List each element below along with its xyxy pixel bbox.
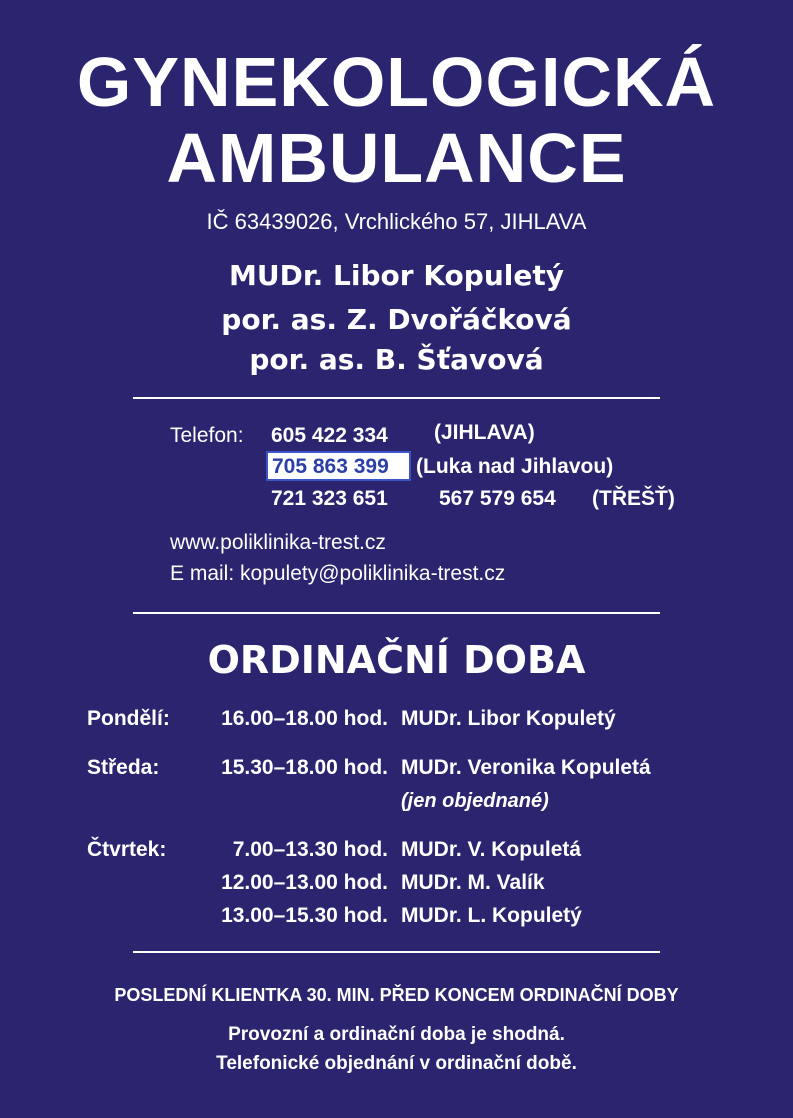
hours-title: ORDINAČNÍ DOBA [207,638,586,682]
website-link[interactable]: www.poliklinika-trest.cz [170,531,386,554]
footer-note: Provozní a ordinační doba je shodná. [228,1024,565,1045]
title-line-2: AMBULANCE [166,119,627,197]
phone-location: (Luka nad Jihlavou) [416,455,614,478]
hours-day: Středa: [87,756,160,779]
phone-number[interactable]: 705 863 399 [272,455,389,478]
phone-label: Telefon: [170,424,244,447]
hours-doctor: MUDr. V. Kopuletá [401,838,582,861]
address: IČ 63439026, Vrchlického 57, JIHLAVA [206,209,587,234]
hours-doctor: MUDr. M. Valík [401,871,545,894]
doctor-name: MUDr. Libor Kopuletý [229,259,564,292]
hours-time: 15.30–18.00 hod. [221,756,388,779]
hours-time: 16.00–18.00 hod. [221,707,388,730]
phone-number[interactable]: 721 323 651 [271,487,388,510]
doctor-name: por. as. Z. Dvořáčková [221,303,572,336]
hours-day: Čtvrtek: [87,838,167,861]
phone-number[interactable]: 605 422 334 [271,424,388,447]
footer-note: Telefonické objednání v ordinační době. [216,1053,577,1074]
hours-day: Pondělí: [87,707,170,730]
divider [133,951,660,953]
divider [133,397,660,399]
hours-doctor: MUDr. Libor Kopuletý [401,707,616,730]
title-line-1: GYNEKOLOGICKÁ [76,43,717,121]
email-link[interactable]: E mail: kopulety@poliklinika-trest.cz [170,562,506,585]
hours-note: (jen objednané) [401,790,549,812]
divider [133,612,660,614]
hours-time: 12.00–13.00 hod. [221,871,388,894]
phone-location: (TŘEŠŤ) [592,487,675,510]
phone-number[interactable]: 567 579 654 [439,487,556,510]
hours-time: 13.00–15.30 hod. [221,904,388,927]
hours-time: 7.00–13.30 hod. [232,838,388,861]
hours-doctor: MUDr. Veronika Kopuletá [401,756,651,779]
phone-location: (JIHLAVA) [434,421,535,444]
last-patient-notice: POSLEDNÍ KLIENTKA 30. MIN. PŘED KONCEM ORDINAČNÍ DOBY [114,985,679,1005]
doctor-name: por. as. B. Šťavová [249,343,544,376]
hours-doctor: MUDr. L. Kopuletý [401,904,582,927]
